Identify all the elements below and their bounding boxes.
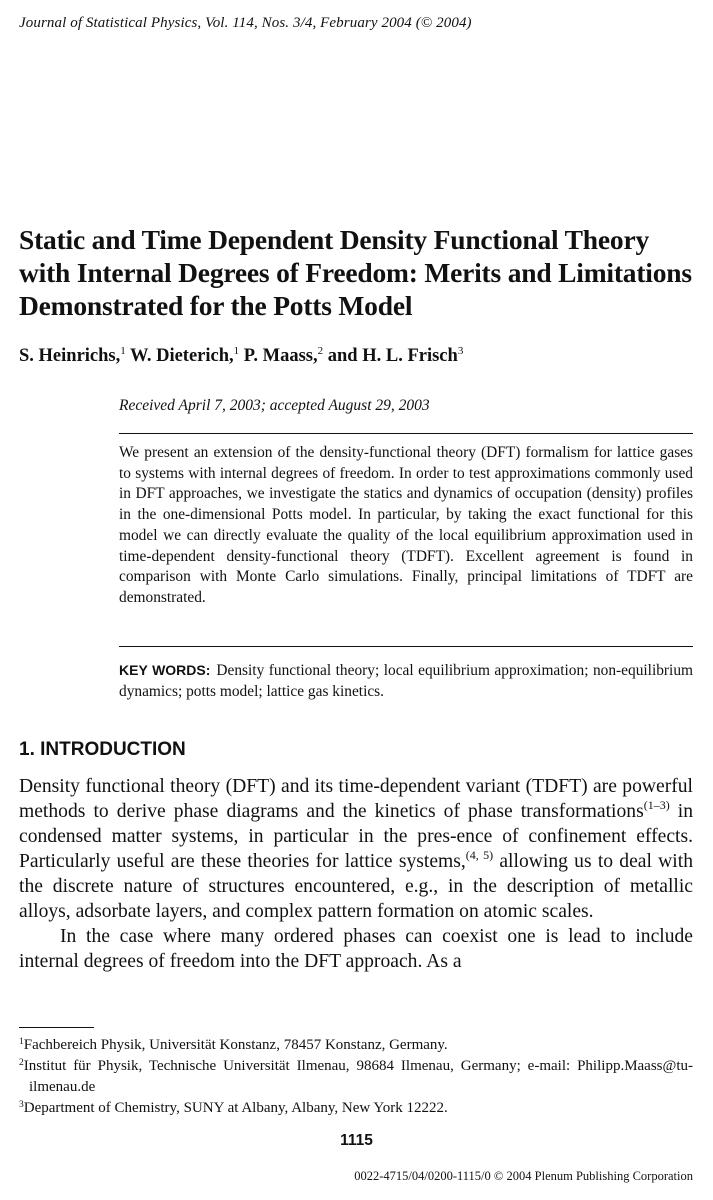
paragraph-text: allowing us to deal with the discrete nature of structures encountered, e.g., in the description of metallic alloys, adsorbate layers, and complex pattern formation on atomic scales.: [19, 851, 693, 922]
abstract-text: We present an extension of the density-functional theory (DFT) formalism for lattice gases to systems with internal degrees of freedom. In order to test approximations commonly used in DFT approaches, we investigate the statics and dynamics of occupation (density) profiles in the one-dimensional Potts model. In particular, by taking the exact functional for this model we can directly evaluate the quality of the local equilibrium approximation used in time-dependent density-functional theory (TDFT). Excellent agreement is found in comparison with Monte Carlo simulations. Finally, principal limitations of TDFT are demonstrated.: [119, 444, 693, 606]
abstract-bottom-rule: [119, 646, 693, 647]
paragraph: In the case where many ordered phases can coexist one is lead to include internal degrees of freedom into the DFT approach. As a: [19, 926, 693, 972]
section-heading: 1. INTRODUCTION: [19, 739, 186, 760]
affiliation-mark: 3: [457, 345, 464, 357]
author-name: and H. L. Frisch: [327, 346, 458, 366]
paragraph: [19, 774, 693, 924]
footnote-text: Institut für Physik, Technische Universität Ilmenau, 98684 Ilmenau, Germany; e-mail: Philipp.Maass@tu-ilmenau.de: [23, 1058, 693, 1095]
article-title: Static and Time Dependent Density Functional Theory with Internal Degrees of Freedom: Merits and Limitations Demonstrated for the Potts Model: [19, 224, 692, 321]
keywords-label: KEY WORDS:: [119, 662, 211, 678]
author-name: P. Maass,: [243, 346, 318, 366]
footnote-rule: [19, 1027, 94, 1028]
received-dates: Received April 7, 2003; accepted August 29, 2003: [119, 397, 430, 414]
footnote-mark: 3: [19, 1100, 24, 1110]
paragraph-text: Density functional theory (DFT) and its time-dependent variant (TDFT) are powerful methods to derive phase diagrams and the kinetics of phase transformations: [19, 776, 693, 822]
footnote-mark: 2: [19, 1058, 24, 1068]
introduction-body: [19, 774, 693, 974]
affiliation-mark: 1: [120, 345, 126, 357]
keywords-text: Density functional theory; local equilibrium approximation; non-equilibrium dynamics; potts model; lattice gas kinetics.: [119, 662, 693, 700]
keywords-block: [119, 660, 693, 702]
footnotes: [19, 1035, 693, 1119]
journal-header: Journal of Statistical Physics, Vol. 114, Nos. 3/4, February 2004 (© 2004): [19, 15, 472, 31]
copyright-line: 0022-4715/04/0200-1115/0 © 2004 Plenum Publishing Corporation: [354, 1169, 693, 1183]
footnote-text: Fachbereich Physik, Universität Konstanz, 78457 Konstanz, Germany.: [23, 1037, 448, 1053]
footnote: [19, 1035, 693, 1056]
citation: (1–3): [643, 798, 670, 812]
footnote-mark: 1: [19, 1037, 24, 1047]
author-name: W. Dieterich,: [130, 346, 234, 366]
page-number: 1115: [340, 1132, 373, 1149]
footnote-text: Department of Chemistry, SUNY at Albany, Albany, New York 12222.: [23, 1100, 448, 1116]
footnote: [19, 1056, 693, 1098]
affiliation-mark: 1: [233, 345, 240, 357]
author-name: S. Heinrichs,: [19, 346, 121, 366]
footnote: [19, 1098, 693, 1119]
paragraph-text: in condensed matter systems, in particular in the pres-ence of confinement effects. Particularly useful are these theories for lattice systems,: [19, 801, 694, 872]
abstract-top-rule: [119, 433, 693, 434]
author-list: [19, 346, 463, 367]
affiliation-mark: 2: [317, 345, 324, 357]
citation: (4, 5): [465, 848, 494, 862]
